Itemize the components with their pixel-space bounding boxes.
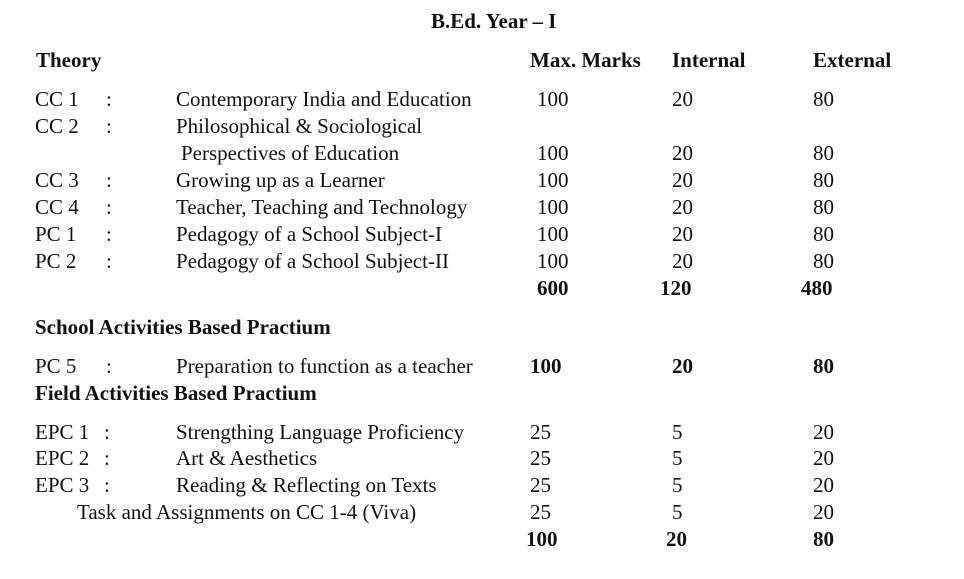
internal-marks: 20 bbox=[672, 354, 693, 378]
max-marks: 25 bbox=[530, 500, 551, 524]
max-marks: 100 bbox=[537, 222, 569, 246]
separator: : bbox=[104, 446, 110, 470]
separator: : bbox=[106, 222, 112, 246]
course-code: PC 5 bbox=[35, 354, 77, 378]
course-name: Reading & Reflecting on Texts bbox=[176, 473, 437, 497]
course-code: EPC 3 bbox=[35, 473, 90, 497]
course-code: CC 1 bbox=[35, 87, 79, 111]
total-external-marks: 80 bbox=[813, 527, 834, 551]
page-title: B.Ed. Year – I bbox=[431, 9, 557, 33]
internal-marks: 20 bbox=[672, 195, 693, 219]
total-external-marks: 480 bbox=[801, 276, 833, 300]
course-name-continuation: Perspectives of Education bbox=[181, 141, 400, 165]
course-code: EPC 1 bbox=[35, 420, 90, 444]
max-marks: 25 bbox=[530, 473, 551, 497]
separator: : bbox=[106, 249, 112, 273]
separator: : bbox=[106, 168, 112, 192]
external-marks: 20 bbox=[813, 446, 834, 470]
course-name: Philosophical & Sociological bbox=[176, 114, 423, 138]
separator: : bbox=[104, 420, 110, 444]
max-marks: 25 bbox=[530, 420, 551, 444]
course-name: Strengthing Language Proficiency bbox=[176, 420, 465, 444]
external-marks: 80 bbox=[813, 168, 834, 192]
total-internal-marks: 120 bbox=[660, 276, 692, 300]
internal-marks: 5 bbox=[672, 446, 683, 470]
course-name: Growing up as a Learner bbox=[176, 168, 385, 192]
max-marks: 100 bbox=[537, 195, 569, 219]
max-marks: 25 bbox=[530, 446, 551, 470]
course-code: PC 1 bbox=[35, 222, 77, 246]
section-heading-theory: Theory bbox=[36, 48, 102, 72]
internal-marks: 20 bbox=[672, 87, 693, 111]
external-marks: 80 bbox=[813, 87, 834, 111]
internal-marks: 20 bbox=[672, 222, 693, 246]
internal-marks: 20 bbox=[672, 168, 693, 192]
course-name: Preparation to function as a teacher bbox=[176, 354, 473, 378]
task-name: Task and Assignments on CC 1-4 (Viva) bbox=[77, 500, 417, 524]
separator: : bbox=[106, 354, 112, 378]
separator: : bbox=[106, 87, 112, 111]
max-marks: 100 bbox=[537, 168, 569, 192]
course-code: CC 2 bbox=[35, 114, 79, 138]
column-header-internal: Internal bbox=[672, 48, 746, 72]
separator: : bbox=[106, 195, 112, 219]
internal-marks: 20 bbox=[672, 141, 693, 165]
external-marks: 80 bbox=[813, 222, 834, 246]
external-marks: 20 bbox=[813, 473, 834, 497]
course-code: CC 3 bbox=[35, 168, 79, 192]
max-marks: 100 bbox=[537, 87, 569, 111]
total-internal-marks: 20 bbox=[666, 527, 687, 551]
external-marks: 20 bbox=[813, 500, 834, 524]
course-code: EPC 2 bbox=[35, 446, 90, 470]
course-name: Pedagogy of a School Subject-II bbox=[176, 249, 449, 273]
total-max-marks: 600 bbox=[537, 276, 569, 300]
column-header-external: External bbox=[813, 48, 892, 72]
max-marks: 100 bbox=[530, 354, 562, 378]
course-name: Art & Aesthetics bbox=[176, 446, 318, 470]
external-marks: 80 bbox=[813, 195, 834, 219]
separator: : bbox=[106, 114, 112, 138]
column-header-max-marks: Max. Marks bbox=[530, 48, 641, 72]
external-marks: 80 bbox=[813, 354, 834, 378]
internal-marks: 5 bbox=[672, 473, 683, 497]
max-marks: 100 bbox=[537, 249, 569, 273]
external-marks: 80 bbox=[813, 249, 834, 273]
external-marks: 20 bbox=[813, 420, 834, 444]
course-name: Contemporary India and Education bbox=[176, 87, 472, 111]
total-max-marks: 100 bbox=[526, 527, 558, 551]
external-marks: 80 bbox=[813, 141, 834, 165]
course-name: Teacher, Teaching and Technology bbox=[176, 195, 468, 219]
max-marks: 100 bbox=[537, 141, 569, 165]
section-heading-school-activities: School Activities Based Practium bbox=[35, 315, 331, 339]
section-heading-field-activities: Field Activities Based Practium bbox=[35, 381, 317, 405]
internal-marks: 5 bbox=[672, 500, 683, 524]
course-code: CC 4 bbox=[35, 195, 79, 219]
course-code: PC 2 bbox=[35, 249, 77, 273]
course-name: Pedagogy of a School Subject-I bbox=[176, 222, 442, 246]
separator: : bbox=[104, 473, 110, 497]
internal-marks: 20 bbox=[672, 249, 693, 273]
internal-marks: 5 bbox=[672, 420, 683, 444]
